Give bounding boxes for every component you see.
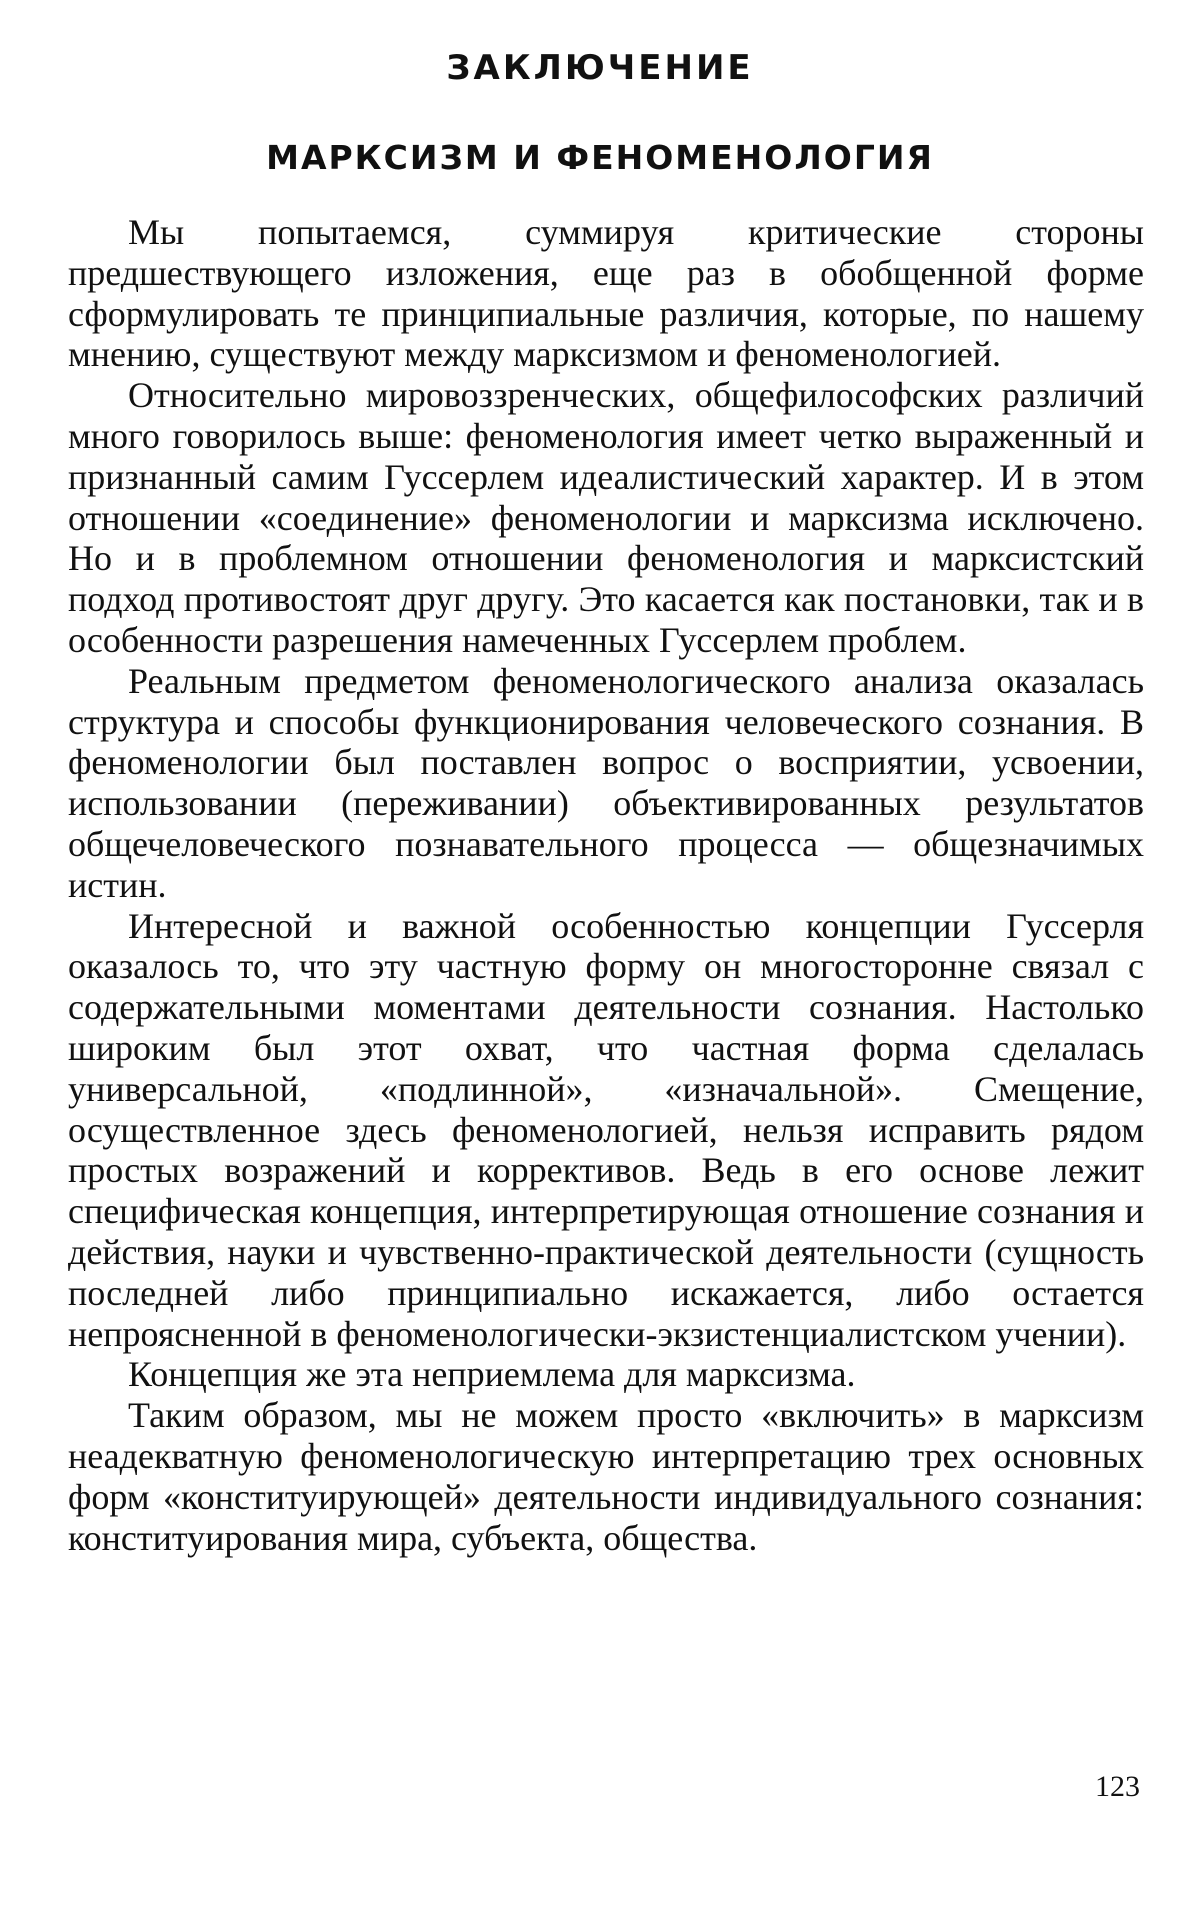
body-text — [68, 212, 1144, 1558]
paragraph-4: Интересной и важной особенностью концепции Гуссерля оказалось то, что эту частную форму он многосторонне связал с содержательными моментами деятельности сознания. Настолько широким был этот охват, что частная форма сделалась универсальной, «подлинной», «изначальной». Смещение, осуществленное здесь феноменологией, нельзя исправить рядом простых возражений и коррективов. Ведь в его основе лежит специфическая концепция, интерпретирующая отношение сознания и действия, науки и чувственно-практической деятельности (сущность последней либо принципиально искажается, либо остается непроясненной в феноменологически-экзистенциалистском учении). — [68, 905, 1144, 1354]
chapter-title: ЗАКЛЮЧЕНИЕ — [446, 48, 754, 88]
section-title: МАРКСИЗМ И ФЕНОМЕНОЛОГИЯ — [266, 138, 934, 177]
paragraph-1: Мы попытаемся, суммируя критические стороны предшествующего изложения, еще раз в обобщенной форме сформулировать те принципиальные различия, которые, по нашему мнению, существуют между марксизмом и феноменологией. — [68, 212, 1144, 375]
paragraph-6: Таким образом, мы не можем просто «включить» в марксизм неадекватную феноменологическую интерпретацию трех основных форм «конституирующей» деятельности индивидуального сознания: конституирования мира, субъекта, общества. — [68, 1395, 1144, 1558]
paragraph-2: Относительно мировоззренческих, общефилософских различий много говорилось выше: феноменология имеет четко выраженный и признанный самим Гуссерлем идеалистический характер. И в этом отношении «соединение» феноменологии и марксизма исключено. Но и в проблемном отношении феноменология и марксистский подход противостоят друг другу. Это касается как постановки, так и в особенности разрешения намеченных Гуссерлем проблем. — [68, 375, 1144, 660]
paragraph-5: Концепция же эта неприемлема для марксизма. — [128, 1354, 856, 1395]
page-number: 123 — [1095, 1770, 1140, 1803]
paragraph-3: Реальным предметом феноменологического анализа оказалась структура и способы функционирования человеческого сознания. В феноменологии был поставлен вопрос о восприятии, усвоении, использовании (переживании) объективированных результатов общечеловеческого познавательного процесса — общезначимых истин. — [68, 660, 1144, 905]
